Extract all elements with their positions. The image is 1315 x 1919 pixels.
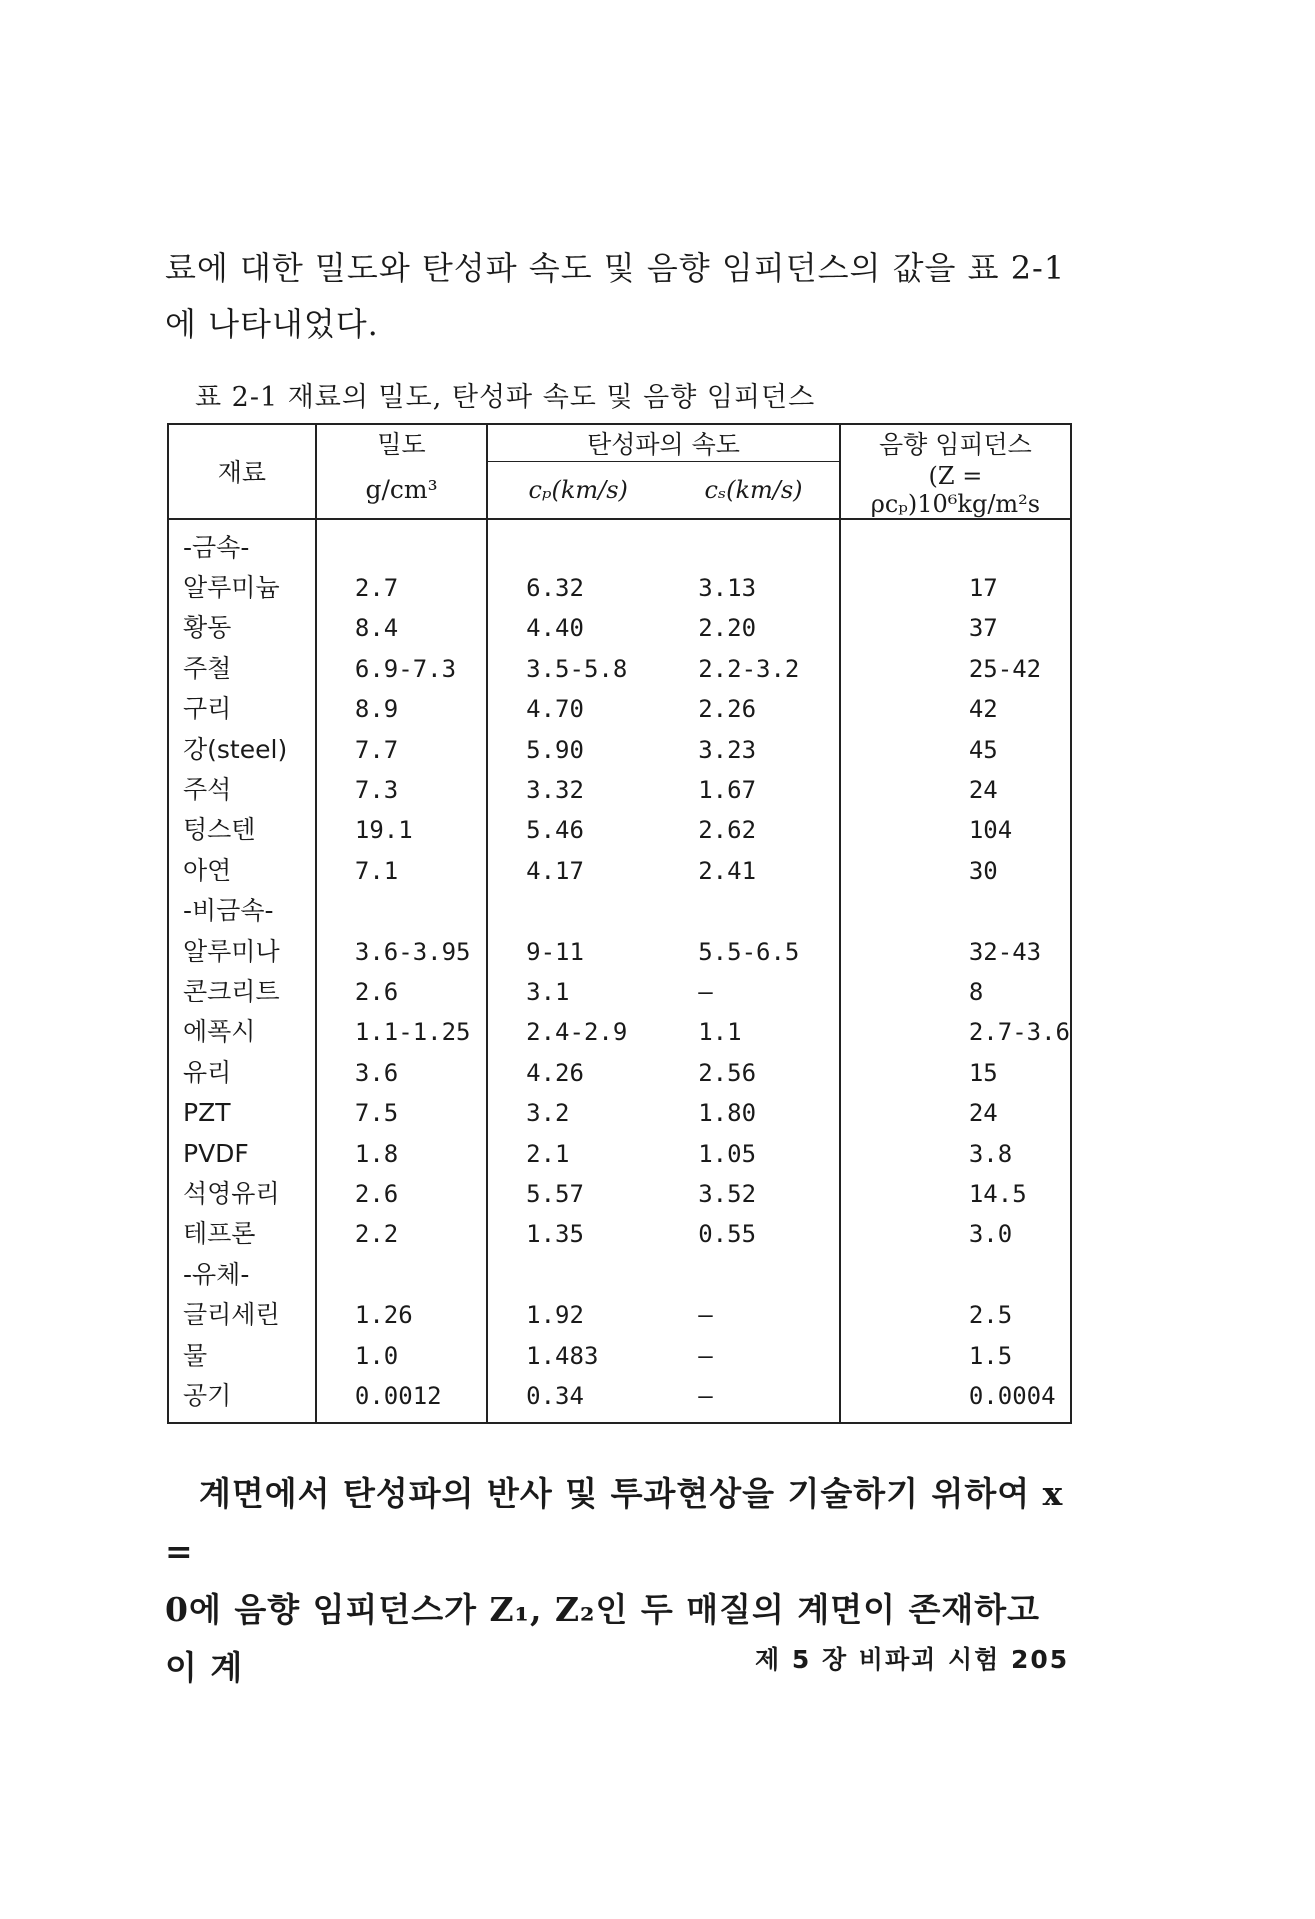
cell-cp: 2.1	[526, 1139, 570, 1168]
table-row	[168, 1336, 1071, 1376]
cell-cs: 1.80	[668, 1093, 840, 1133]
table-caption: 표 2-1 재료의 밀도, 탄성파 속도 및 음향 임피던스	[195, 382, 816, 413]
cell-cp: 5.90	[526, 735, 584, 764]
cell-name: 구리	[168, 689, 316, 729]
cell-z: 24	[968, 1099, 998, 1128]
cell-z: 25-42	[968, 654, 1042, 683]
cell-density: 7.3	[316, 770, 487, 810]
cell-density	[316, 891, 487, 931]
cell-density	[316, 1255, 487, 1295]
header-cp-text: cₚ(km/s)	[528, 475, 628, 504]
table-row	[168, 1134, 1071, 1174]
table-row	[168, 891, 1071, 931]
cell-name: 글리세린	[168, 1295, 316, 1335]
cell-cp: 4.40	[526, 614, 584, 643]
cell-cp: 3.2	[526, 1099, 570, 1128]
cell-density: 8.4	[316, 608, 487, 648]
cell-name: -유체-	[168, 1255, 316, 1295]
cell-z	[840, 519, 1071, 568]
header-velocity: 탄성파의 속도	[487, 424, 840, 462]
cell-cp: 3.1	[526, 977, 570, 1006]
cell-cp: 6.32	[526, 573, 584, 602]
cell-z: 3.8	[968, 1139, 1013, 1168]
cell-cp: 4.70	[526, 695, 584, 724]
cell-density: 2.6	[316, 972, 487, 1012]
cell-cs: 2.41	[668, 851, 840, 891]
cell-density: 2.6	[316, 1174, 487, 1214]
cell-cp: 1.92	[526, 1301, 584, 1330]
cell-density: 1.1-1.25	[316, 1012, 487, 1052]
cell-cp: 5.46	[526, 816, 584, 845]
table-row	[168, 1174, 1071, 1214]
cell-density: 7.1	[316, 851, 487, 891]
cell-density: 3.6-3.95	[316, 932, 487, 972]
cell-cp: 9-11	[526, 937, 584, 966]
table-row	[168, 1012, 1071, 1052]
cell-density: 8.9	[316, 689, 487, 729]
cell-density	[316, 519, 487, 568]
table-row	[168, 1376, 1071, 1423]
cell-cs	[668, 891, 840, 931]
cell-density: 0.0012	[316, 1376, 487, 1423]
material-properties-table	[167, 423, 1072, 1424]
cell-density: 2.7	[316, 568, 487, 608]
table-row	[168, 608, 1071, 648]
cell-density: 6.9-7.3	[316, 649, 487, 689]
cell-name: 알루미늄	[168, 568, 316, 608]
table-row	[168, 851, 1071, 891]
table-row	[168, 972, 1071, 1012]
table-row	[168, 689, 1071, 729]
cell-z: 17	[968, 573, 998, 602]
cell-cs: 1.05	[668, 1134, 840, 1174]
cell-name: -금속-	[168, 519, 316, 568]
cell-cp: 0.34	[526, 1382, 584, 1411]
table-row	[168, 1295, 1071, 1335]
cell-cp: 3.32	[526, 775, 584, 804]
cell-z: 0.0004	[968, 1382, 1056, 1411]
cell-z: 24	[968, 775, 998, 804]
table-row	[168, 1053, 1071, 1093]
paragraph-top	[165, 240, 1085, 352]
cell-cp: 3.5-5.8	[526, 654, 628, 683]
cell-name: 아연	[168, 851, 316, 891]
table-row	[168, 770, 1071, 810]
cell-z	[840, 891, 1071, 931]
table-row	[168, 1214, 1071, 1254]
cell-cs: 2.56	[668, 1053, 840, 1093]
cell-density: 1.0	[316, 1336, 487, 1376]
table-row	[168, 730, 1071, 770]
cell-cp: 2.4-2.9	[526, 1018, 628, 1047]
cell-density: 7.5	[316, 1093, 487, 1133]
cell-cs: 2.62	[668, 810, 840, 850]
cell-z: 3.0	[968, 1220, 1013, 1249]
cell-z	[840, 1255, 1071, 1295]
cell-cs: 5.5-6.5	[668, 932, 840, 972]
cell-cs	[668, 519, 840, 568]
cell-cs: 2.26	[668, 689, 840, 729]
cell-density: 3.6	[316, 1053, 487, 1093]
table-row	[168, 568, 1071, 608]
cell-cs: 3.13	[668, 568, 840, 608]
header-density: 밀도	[316, 424, 487, 462]
cell-cs: —	[668, 1336, 840, 1376]
table-row	[168, 1093, 1071, 1133]
cell-z: 1.5	[968, 1341, 1013, 1370]
cell-z: 15	[968, 1058, 998, 1087]
cell-z: 45	[968, 735, 998, 764]
cell-cp: 1.35	[526, 1220, 584, 1249]
cell-name: 석영유리	[168, 1174, 316, 1214]
header-cp	[487, 462, 668, 519]
table-row	[168, 932, 1071, 972]
cell-name: PVDF	[168, 1134, 316, 1174]
table-row	[168, 1255, 1071, 1295]
cell-cp	[487, 1255, 668, 1295]
cell-z: 8	[968, 977, 984, 1006]
cell-cp	[487, 891, 668, 931]
cell-z: 42	[968, 695, 998, 724]
cell-name: 주철	[168, 649, 316, 689]
table-row	[168, 810, 1071, 850]
cell-density: 1.8	[316, 1134, 487, 1174]
header-cs	[668, 462, 840, 519]
cell-cp	[487, 519, 668, 568]
cell-name: 콘크리트	[168, 972, 316, 1012]
cell-cp: 1.483	[526, 1341, 599, 1370]
cell-cs: 1.67	[668, 770, 840, 810]
cell-density: 1.26	[316, 1295, 487, 1335]
cell-name: 주석	[168, 770, 316, 810]
cell-name: PZT	[168, 1093, 316, 1133]
cell-z: 37	[968, 614, 998, 643]
cell-cp: 4.26	[526, 1058, 584, 1087]
cell-density: 2.2	[316, 1214, 487, 1254]
cell-name: -비금속-	[168, 891, 316, 931]
paragraph-bottom-line-2: 0에 음향 임피던스가 Z₁, Z₂인 두 매질의 계면이 존재하고 이 계	[165, 1590, 1041, 1687]
cell-cs: —	[668, 972, 840, 1012]
header-density-unit: g/cm³	[316, 462, 487, 519]
header-impedance: 음향 임피던스	[878, 430, 1032, 460]
header-impedance-unit: (Z = ρcₚ)10⁶kg/m²s	[840, 462, 1071, 519]
cell-cs: 0.55	[668, 1214, 840, 1254]
cell-cs: —	[668, 1376, 840, 1423]
cell-cp: 5.57	[526, 1180, 584, 1208]
paragraph-top-line-1: 료에 대한 밀도와 탄성파 속도 및 음향 임피던스의 값을 표 2-1	[165, 249, 1066, 287]
cell-density: 7.7	[316, 730, 487, 770]
cell-name: 공기	[168, 1376, 316, 1423]
cell-name: 테프론	[168, 1214, 316, 1254]
table-body	[168, 519, 1071, 1424]
cell-z: 2.7-3.6	[968, 1018, 1070, 1047]
header-material: 재료	[168, 424, 316, 519]
cell-cs	[668, 1255, 840, 1295]
cell-cs: 2.20	[668, 608, 840, 648]
cell-z: 32-43	[968, 937, 1042, 966]
cell-density: 19.1	[316, 810, 487, 850]
cell-z: 14.5	[968, 1180, 1027, 1208]
paragraph-bottom-line-1: 계면에서 탄성파의 반사 및 투과현상을 기술하기 위하여 x =	[165, 1474, 1064, 1571]
table-row	[168, 519, 1071, 568]
cell-cs: 3.52	[668, 1174, 840, 1214]
cell-cp: 4.17	[526, 856, 584, 885]
cell-name: 강(steel)	[168, 730, 316, 770]
cell-z: 30	[968, 856, 998, 885]
cell-cs: —	[668, 1295, 840, 1335]
cell-name: 텅스텐	[168, 810, 316, 850]
cell-name: 에폭시	[168, 1012, 316, 1052]
paragraph-top-line-2: 에 나타내었다.	[165, 305, 379, 343]
cell-name: 황동	[168, 608, 316, 648]
cell-cs: 3.23	[668, 730, 840, 770]
table-row	[168, 649, 1071, 689]
cell-z: 104	[968, 816, 1013, 845]
cell-name: 알루미나	[168, 932, 316, 972]
cell-name: 유리	[168, 1053, 316, 1093]
header-cs-text: cₛ(km/s)	[704, 475, 803, 504]
cell-cs: 1.1	[668, 1012, 840, 1052]
cell-name: 물	[168, 1336, 316, 1376]
page-footer: 제 5 장 비파괴 시험 205	[755, 1645, 1070, 1674]
cell-cs: 2.2-3.2	[668, 649, 840, 689]
cell-z: 2.5	[968, 1301, 1013, 1330]
